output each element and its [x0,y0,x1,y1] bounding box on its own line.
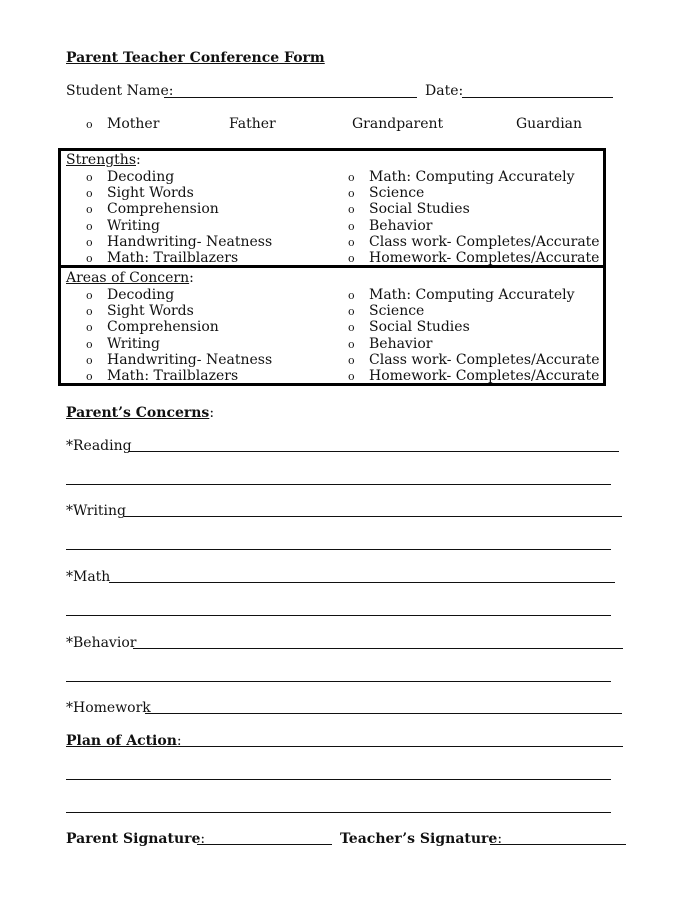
strength-right-item: Social Studies [369,201,470,217]
concern-left-checkbox[interactable]: o [86,354,93,367]
concern-left-item: Handwriting- Neatness [107,352,273,368]
concern-left-checkbox[interactable]: o [86,370,93,383]
behavior-label: *Behavior [66,635,137,651]
strength-right-item: Homework- Completes/Accurate [369,250,600,266]
strength-left-checkbox[interactable]: o [86,203,93,216]
strength-left-item: Handwriting- Neatness [107,234,273,250]
concern-left-item: Decoding [107,287,175,303]
concern-right-checkbox[interactable]: o [348,321,355,334]
behavior-field-line-2[interactable] [66,681,611,682]
relation-mother: Mother [107,116,160,132]
concern-right-checkbox[interactable]: o [348,289,355,302]
homework-label: *Homework [66,700,151,716]
relation-grandparent: Grandparent [352,116,444,132]
form-title: Parent Teacher Conference Form [66,50,325,66]
math-field[interactable] [109,582,615,583]
strength-left-checkbox[interactable]: o [86,236,93,249]
relation-father: Father [229,116,276,132]
strength-left-item: Comprehension [107,201,219,217]
teacher-signature-field[interactable] [490,844,626,845]
behavior-field[interactable] [133,648,623,649]
reading-field-line-2[interactable] [66,484,611,485]
strengths-heading: Strengths: [66,152,141,168]
student-name-label: Student Name: [66,83,174,99]
concern-left-checkbox[interactable]: o [86,321,93,334]
strength-left-item: Math: Trailblazers [107,250,239,266]
concern-right-item: Homework- Completes/Accurate [369,368,600,384]
math-field-line-2[interactable] [66,615,611,616]
concern-right-checkbox[interactable]: o [348,370,355,383]
relation-guardian: Guardian [516,116,583,132]
concern-right-item: Behavior [369,336,433,352]
strength-left-item: Decoding [107,169,175,185]
relation-checkbox-mother[interactable]: o [86,118,93,131]
concern-right-item: Science [369,303,425,319]
strength-right-checkbox[interactable]: o [348,236,355,249]
reading-label: *Reading [66,438,132,454]
strength-left-item: Writing [107,218,161,234]
teacher-signature-label: Teacher’s Signature: [340,831,503,847]
strength-right-checkbox[interactable]: o [348,220,355,233]
strength-right-item: Science [369,185,425,201]
strength-right-item: Math: Computing Accurately [369,169,575,185]
concern-right-checkbox[interactable]: o [348,354,355,367]
student-name-field[interactable] [164,97,417,98]
date-label: Date: [425,83,464,99]
parent-signature-field[interactable] [197,844,332,845]
concern-left-item: Sight Words [107,303,194,319]
strength-left-checkbox[interactable]: o [86,252,93,265]
strength-left-checkbox[interactable]: o [86,220,93,233]
parent-signature-label: Parent Signature: [66,831,206,847]
concern-left-item: Writing [107,336,161,352]
strength-right-checkbox[interactable]: o [348,187,355,200]
strength-left-checkbox[interactable]: o [86,171,93,184]
math-label: *Math [66,569,111,585]
writing-field-line-2[interactable] [66,549,611,550]
strength-right-item: Behavior [369,218,433,234]
plan-of-action-label: Plan of Action: [66,733,182,749]
reading-field[interactable] [128,451,619,452]
date-field[interactable] [462,97,613,98]
writing-label: *Writing [66,503,127,519]
parents-concerns-heading: Parent’s Concerns: [66,405,215,421]
concern-right-checkbox[interactable]: o [348,338,355,351]
strength-left-checkbox[interactable]: o [86,187,93,200]
strength-right-item: Class work- Completes/Accurate [369,234,600,250]
strength-right-checkbox[interactable]: o [348,171,355,184]
strength-left-item: Sight Words [107,185,194,201]
concern-right-item: Class work- Completes/Accurate [369,352,600,368]
concern-left-checkbox[interactable]: o [86,338,93,351]
plan-of-action-line-2[interactable] [66,779,611,780]
concerns-heading: Areas of Concern: [66,270,194,286]
concern-left-item: Math: Trailblazers [107,368,239,384]
concern-left-checkbox[interactable]: o [86,289,93,302]
concern-left-checkbox[interactable]: o [86,305,93,318]
writing-field[interactable] [124,516,622,517]
concern-right-item: Social Studies [369,319,470,335]
concern-right-checkbox[interactable]: o [348,305,355,318]
concern-left-item: Comprehension [107,319,219,335]
plan-of-action-line-3[interactable] [66,812,611,813]
concern-right-item: Math: Computing Accurately [369,287,575,303]
homework-field[interactable] [145,713,622,714]
strength-right-checkbox[interactable]: o [348,252,355,265]
plan-of-action-field[interactable] [174,746,623,747]
strength-right-checkbox[interactable]: o [348,203,355,216]
